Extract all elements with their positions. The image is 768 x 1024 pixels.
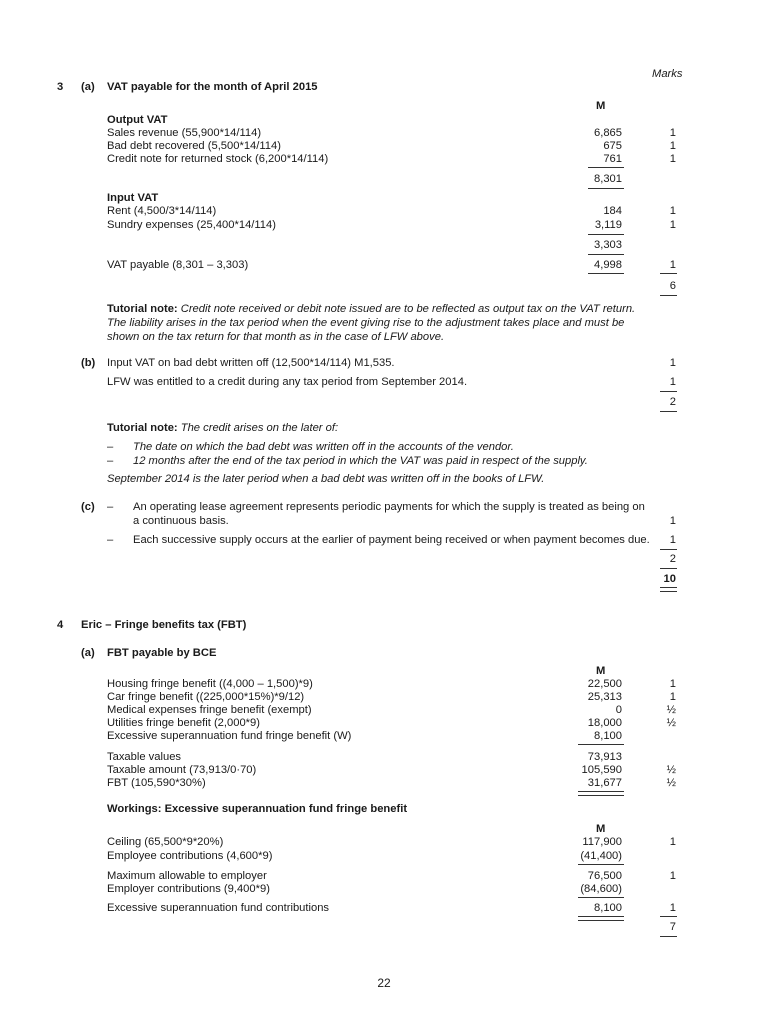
table-row-mark: 1 [669, 219, 676, 231]
question-3-number: 3 [57, 81, 64, 93]
subtotal-rule [588, 167, 624, 168]
page-number: 22 [377, 976, 391, 990]
table-row-amount: 0 [615, 704, 622, 716]
table-row-amount: 18,000 [587, 717, 622, 729]
subtotal-rule [578, 864, 624, 865]
marks-rule [660, 549, 677, 550]
tutorial-note-text: Credit note received or debit note issued are to be reflected as output tax on the VAT return. [180, 303, 636, 315]
marks-rule [660, 916, 677, 917]
table-row-amount: 8,100 [594, 730, 622, 742]
q3c-total-marks: 2 [669, 553, 676, 565]
table-row-desc: Housing fringe benefit ((4,000 – 1,500)*9) [107, 678, 313, 690]
table-row-mark: 1 [669, 153, 676, 165]
tutorial-note-a [107, 302, 635, 316]
table-row-amount: 25,313 [587, 691, 622, 703]
bullet-dash: – [107, 455, 114, 467]
subtotal-rule [578, 744, 624, 745]
tutorial-note-text: The credit arises on the later of: [180, 422, 339, 434]
table-row-mark: ½ [666, 764, 676, 776]
q4a-title: FBT payable by BCE [107, 647, 217, 659]
table-row-mark: ½ [666, 704, 676, 716]
table-row-mark: 1 [669, 836, 676, 848]
table-row-desc: Sundry expenses (25,400*14/114) [107, 219, 276, 231]
marks-rule [660, 391, 677, 392]
table-row-mark: 1 [669, 691, 676, 703]
bullet-text: The date on which the bad debt was written off in the accounts of the vendor. [133, 441, 514, 453]
q3b-total-marks: 2 [669, 396, 676, 408]
table-row-amount: 22,500 [587, 678, 622, 690]
table-row-amount: 184 [603, 205, 622, 217]
table-row-desc: Excessive superannuation fund fringe benefit (W) [107, 730, 352, 742]
table-row-mark: 1 [669, 678, 676, 690]
table-row-amount: 31,677 [587, 777, 622, 789]
table-row-desc: FBT (105,590*30%) [107, 777, 206, 789]
table-row-mark: ½ [666, 777, 676, 789]
tutorial-note-label: Tutorial note: [107, 422, 178, 434]
bullet-dash: – [107, 534, 114, 546]
table-row-desc: Taxable values [107, 751, 182, 763]
q3b-line: LFW was entitled to a credit during any tax period from September 2014. [107, 376, 468, 388]
subtotal-rule [588, 188, 624, 189]
q4-title: Eric – Fringe benefits tax (FBT) [81, 619, 247, 631]
table-row-mark: 1 [669, 205, 676, 217]
subtotal-rule [578, 897, 624, 898]
bullet-dash: – [107, 441, 114, 453]
marks-header: Marks [652, 68, 683, 80]
table-row-amount: 73,913 [587, 751, 622, 763]
q3a-total-marks: 6 [669, 280, 676, 292]
q3c-bullet-text: Each successive supply occurs at the earlier of payment being received or when payment becomes due. [133, 534, 650, 546]
table-row-amount: 675 [603, 140, 622, 152]
q4a-total-marks: 7 [669, 921, 676, 933]
workings-final-amount: 8,100 [594, 902, 622, 914]
q3a-title: VAT payable for the month of April 2015 [107, 81, 318, 93]
subtotal-rule [588, 234, 624, 235]
workings-final-desc: Excessive superannuation fund contributions [107, 902, 330, 914]
table-row-mark: ½ [666, 717, 676, 729]
workings-final-mark: 1 [669, 902, 676, 914]
table-row-mark: 1 [669, 140, 676, 152]
marks-rule [660, 411, 677, 412]
q3c-mark: 1 [669, 534, 676, 546]
bullet-text: 12 months after the end of the tax period in which the VAT was paid in respect of the supply. [133, 455, 588, 467]
table-row-desc: Medical expenses fringe benefit (exempt) [107, 704, 312, 716]
table-row-amount: 3,119 [594, 219, 622, 231]
table-row-amount: 761 [603, 153, 622, 165]
table-row-desc: Bad debt recovered (5,500*14/114) [107, 140, 281, 152]
table-row-amount: 117,900 [582, 836, 622, 848]
table-row-desc: Taxable amount (73,913/0·70) [107, 764, 257, 776]
q3b-mark: 1 [669, 376, 676, 388]
table-row-amount: 6,865 [594, 127, 622, 139]
tutorial-note-text: shown on the tax return for that month as in the case of LFW above. [107, 331, 445, 343]
table-row-desc: Utilities fringe benefit (2,000*9) [107, 717, 260, 729]
double-rule [660, 587, 677, 592]
table-row-desc: Employee contributions (4,600*9) [107, 850, 273, 862]
table-row-desc: Maximum allowable to employer [107, 870, 267, 882]
total-rule [588, 273, 624, 274]
q3a-currency: M [596, 100, 606, 112]
table-row-mark: 1 [669, 127, 676, 139]
marks-rule [660, 936, 677, 937]
table-row-desc: Rent (4,500/3*14/114) [107, 205, 217, 217]
marks-rule [660, 295, 677, 296]
table-row-amount: (41,400) [580, 850, 622, 862]
tutorial-note-label: Tutorial note: [107, 303, 178, 315]
input-vat-heading: Input VAT [107, 192, 159, 204]
output-vat-total: 8,301 [594, 173, 622, 185]
table-row-desc: Car fringe benefit ((225,000*15%)*9/12) [107, 691, 305, 703]
marks-rule [660, 273, 677, 274]
table-row-desc: Employer contributions (9,400*9) [107, 883, 270, 895]
q4a-label: (a) [81, 647, 95, 659]
q3c-bullet-text: An operating lease agreement represents periodic payments for which the supply is treated as being on [133, 501, 645, 513]
q3c-label: (c) [81, 501, 95, 513]
q3c-mark: 1 [669, 515, 676, 527]
tutorial-note-b [107, 421, 338, 435]
vat-payable-desc: VAT payable (8,301 – 3,303) [107, 259, 249, 271]
marks-rule [660, 568, 677, 569]
q3-total-marks: 10 [663, 573, 676, 585]
table-row-mark: 1 [669, 870, 676, 882]
table-row-desc: Sales revenue (55,900*14/114) [107, 127, 262, 139]
q3b-line: Input VAT on bad debt written off (12,500*14/114) M1,535. [107, 357, 395, 369]
vat-payable-amount: 4,998 [594, 259, 622, 271]
vat-payable-mark: 1 [669, 259, 676, 271]
workings-title: Workings: Excessive superannuation fund fringe benefit [107, 803, 408, 815]
question-4-number: 4 [57, 619, 64, 631]
q3c-bullet-text: a continuous basis. [133, 515, 229, 527]
bullet-dash: – [107, 501, 114, 513]
tutorial-conclusion: September 2014 is the later period when a bad debt was written off in the books of LFW. [107, 473, 545, 485]
table-row-amount: 105,590 [581, 764, 622, 776]
table-row-desc: Credit note for returned stock (6,200*14/114) [107, 153, 329, 165]
output-vat-heading: Output VAT [107, 114, 168, 126]
q3a-label: (a) [81, 81, 95, 93]
subtotal-rule [588, 254, 624, 255]
table-row-amount: (84,600) [580, 883, 622, 895]
q4a-currency: M [596, 665, 606, 677]
table-row-amount: 76,500 [587, 870, 622, 882]
tutorial-note-text: The liability arises in the tax period when the event giving rise to the adjustment takes place and must be [107, 317, 625, 329]
input-vat-total: 3,303 [594, 239, 622, 251]
double-rule [578, 791, 624, 796]
table-row-desc: Ceiling (65,500*9*20%) [107, 836, 224, 848]
workings-currency: M [596, 823, 606, 835]
q3b-label: (b) [81, 357, 96, 369]
q3b-mark: 1 [669, 357, 676, 369]
double-rule [578, 916, 624, 921]
